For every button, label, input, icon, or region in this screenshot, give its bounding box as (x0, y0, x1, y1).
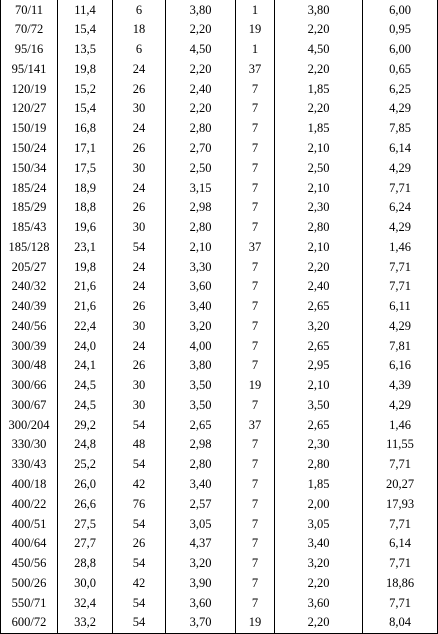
cell-outer-wire-diameter: 4,00 (166, 336, 236, 356)
cell-diameter: 24,8 (58, 435, 113, 455)
cell-diameter: 19,8 (58, 59, 113, 79)
cell-outer-wire-count: 48 (113, 435, 166, 455)
cell-outer-wire-diameter: 3,60 (166, 593, 236, 613)
cell-diameter: 22,4 (58, 316, 113, 336)
table-row (1, 356, 438, 376)
cell-section: 150/34 (1, 158, 58, 178)
cell-ratio: 18,86 (363, 573, 438, 593)
table-row (1, 138, 438, 158)
cell-ratio: 4,29 (363, 217, 438, 237)
cell-outer-wire-count: 30 (113, 395, 166, 415)
cell-outer-wire-diameter: 3,40 (166, 296, 236, 316)
cell-inner-wire-count: 7 (236, 514, 275, 534)
cell-section: 300/67 (1, 395, 58, 415)
cell-section: 400/22 (1, 494, 58, 514)
cell-inner-wire-diameter: 2,65 (275, 415, 363, 435)
table-row (1, 257, 438, 277)
cell-diameter: 24,0 (58, 336, 113, 356)
cell-outer-wire-diameter: 3,80 (166, 0, 236, 20)
table-row (1, 336, 438, 356)
cell-outer-wire-count: 24 (113, 277, 166, 297)
cell-outer-wire-diameter: 2,20 (166, 59, 236, 79)
cell-section: 500/26 (1, 573, 58, 593)
table-row (1, 198, 438, 218)
cell-section: 205/27 (1, 257, 58, 277)
cell-outer-wire-diameter: 2,65 (166, 415, 236, 435)
table-row (1, 395, 438, 415)
cell-section: 70/72 (1, 20, 58, 40)
table-row (1, 534, 438, 554)
cell-ratio: 6,24 (363, 198, 438, 218)
cell-section: 150/24 (1, 138, 58, 158)
cell-diameter: 13,5 (58, 40, 113, 60)
cell-section: 240/39 (1, 296, 58, 316)
cell-inner-wire-diameter: 2,80 (275, 455, 363, 475)
cell-inner-wire-diameter: 2,20 (275, 257, 363, 277)
cell-inner-wire-diameter: 3,20 (275, 316, 363, 336)
cell-diameter: 24,5 (58, 395, 113, 415)
cell-inner-wire-count: 37 (236, 59, 275, 79)
table-row (1, 237, 438, 257)
cell-outer-wire-count: 54 (113, 593, 166, 613)
cell-inner-wire-diameter: 2,10 (275, 138, 363, 158)
cell-section: 330/30 (1, 435, 58, 455)
cell-inner-wire-count: 7 (236, 593, 275, 613)
cell-inner-wire-diameter: 2,10 (275, 178, 363, 198)
cell-outer-wire-diameter: 3,40 (166, 474, 236, 494)
cell-ratio: 7,71 (363, 277, 438, 297)
cell-outer-wire-count: 24 (113, 178, 166, 198)
cell-outer-wire-count: 26 (113, 356, 166, 376)
cell-ratio: 6,25 (363, 79, 438, 99)
cell-section: 330/43 (1, 455, 58, 475)
cell-inner-wire-count: 1 (236, 40, 275, 60)
cell-ratio: 7,71 (363, 514, 438, 534)
cell-section: 300/39 (1, 336, 58, 356)
cell-outer-wire-count: 42 (113, 474, 166, 494)
cell-outer-wire-diameter: 2,57 (166, 494, 236, 514)
cell-inner-wire-count: 7 (236, 158, 275, 178)
cell-inner-wire-diameter: 3,80 (275, 0, 363, 20)
cell-diameter: 27,7 (58, 534, 113, 554)
cell-section: 300/48 (1, 356, 58, 376)
cell-outer-wire-diameter: 2,98 (166, 198, 236, 218)
cell-section: 185/43 (1, 217, 58, 237)
cell-section: 120/19 (1, 79, 58, 99)
cell-section: 400/64 (1, 534, 58, 554)
table-row (1, 316, 438, 336)
cell-diameter: 21,6 (58, 296, 113, 316)
cell-diameter: 24,5 (58, 376, 113, 396)
cell-inner-wire-diameter: 2,20 (275, 59, 363, 79)
cell-inner-wire-diameter: 2,10 (275, 376, 363, 396)
cell-inner-wire-count: 7 (236, 435, 275, 455)
cell-inner-wire-count: 19 (236, 376, 275, 396)
cell-section: 120/27 (1, 99, 58, 119)
cell-ratio: 7,71 (363, 455, 438, 475)
table-row (1, 415, 438, 435)
table-row (1, 435, 438, 455)
cell-inner-wire-count: 7 (236, 534, 275, 554)
cell-outer-wire-count: 42 (113, 573, 166, 593)
cell-inner-wire-count: 7 (236, 553, 275, 573)
cell-outer-wire-diameter: 2,20 (166, 99, 236, 119)
cell-outer-wire-count: 26 (113, 534, 166, 554)
cell-outer-wire-diameter: 3,30 (166, 257, 236, 277)
cell-diameter: 17,1 (58, 138, 113, 158)
cell-outer-wire-count: 6 (113, 0, 166, 20)
cell-outer-wire-count: 24 (113, 119, 166, 139)
cell-outer-wire-diameter: 2,80 (166, 217, 236, 237)
cell-outer-wire-count: 54 (113, 553, 166, 573)
cell-inner-wire-diameter: 3,20 (275, 553, 363, 573)
table-row (1, 20, 438, 40)
cell-inner-wire-diameter: 2,10 (275, 237, 363, 257)
cell-outer-wire-count: 76 (113, 494, 166, 514)
cell-inner-wire-count: 7 (236, 356, 275, 376)
cell-outer-wire-count: 30 (113, 217, 166, 237)
cell-outer-wire-diameter: 2,10 (166, 237, 236, 257)
cell-outer-wire-count: 24 (113, 59, 166, 79)
cell-section: 400/18 (1, 474, 58, 494)
cell-inner-wire-diameter: 1,85 (275, 474, 363, 494)
cell-inner-wire-count: 19 (236, 20, 275, 40)
cell-inner-wire-diameter: 2,30 (275, 435, 363, 455)
cell-ratio: 4,39 (363, 376, 438, 396)
cell-outer-wire-count: 54 (113, 455, 166, 475)
cell-ratio: 1,46 (363, 237, 438, 257)
cell-ratio: 7,81 (363, 336, 438, 356)
cell-diameter: 18,8 (58, 198, 113, 218)
table-row (1, 593, 438, 613)
cell-inner-wire-diameter: 4,50 (275, 40, 363, 60)
cell-ratio: 7,71 (363, 257, 438, 277)
cell-outer-wire-count: 54 (113, 237, 166, 257)
cell-section: 95/141 (1, 59, 58, 79)
cell-inner-wire-count: 7 (236, 138, 275, 158)
cell-inner-wire-diameter: 2,95 (275, 356, 363, 376)
cell-section: 185/128 (1, 237, 58, 257)
cell-outer-wire-count: 54 (113, 415, 166, 435)
cell-ratio: 6,16 (363, 356, 438, 376)
cell-inner-wire-diameter: 2,30 (275, 198, 363, 218)
cell-outer-wire-diameter: 3,20 (166, 316, 236, 336)
cell-outer-wire-diameter: 4,37 (166, 534, 236, 554)
cell-outer-wire-diameter: 2,40 (166, 79, 236, 99)
cell-diameter: 33,2 (58, 613, 113, 633)
cell-ratio: 11,55 (363, 435, 438, 455)
cell-ratio: 8,04 (363, 613, 438, 633)
cell-diameter: 19,6 (58, 217, 113, 237)
cell-section: 240/56 (1, 316, 58, 336)
table-row (1, 178, 438, 198)
table-row (1, 40, 438, 60)
cell-diameter: 15,4 (58, 99, 113, 119)
cell-outer-wire-count: 24 (113, 257, 166, 277)
cell-diameter: 28,8 (58, 553, 113, 573)
cell-outer-wire-count: 26 (113, 79, 166, 99)
cell-outer-wire-diameter: 2,98 (166, 435, 236, 455)
cell-outer-wire-diameter: 3,15 (166, 178, 236, 198)
cell-outer-wire-count: 26 (113, 296, 166, 316)
cell-outer-wire-count: 30 (113, 316, 166, 336)
cell-diameter: 32,4 (58, 593, 113, 613)
cell-inner-wire-diameter: 1,85 (275, 119, 363, 139)
cell-ratio: 0,65 (363, 59, 438, 79)
table-row (1, 99, 438, 119)
cell-outer-wire-diameter: 2,50 (166, 158, 236, 178)
cell-inner-wire-count: 7 (236, 99, 275, 119)
table-row (1, 277, 438, 297)
table-row (1, 376, 438, 396)
cell-outer-wire-count: 6 (113, 40, 166, 60)
table-row (1, 613, 438, 633)
cell-section: 150/19 (1, 119, 58, 139)
table-row (1, 79, 438, 99)
cell-ratio: 17,93 (363, 494, 438, 514)
table-row (1, 296, 438, 316)
cell-inner-wire-count: 7 (236, 277, 275, 297)
cell-inner-wire-count: 7 (236, 119, 275, 139)
cell-inner-wire-count: 7 (236, 455, 275, 475)
cell-diameter: 24,1 (58, 356, 113, 376)
cell-diameter: 23,1 (58, 237, 113, 257)
cell-inner-wire-diameter: 2,20 (275, 20, 363, 40)
cell-ratio: 7,71 (363, 593, 438, 613)
table-row (1, 514, 438, 534)
table-row (1, 0, 438, 20)
cell-section: 300/66 (1, 376, 58, 396)
cell-outer-wire-count: 18 (113, 20, 166, 40)
cell-ratio: 4,29 (363, 395, 438, 415)
cell-inner-wire-count: 7 (236, 494, 275, 514)
cell-diameter: 17,5 (58, 158, 113, 178)
cell-inner-wire-diameter: 2,20 (275, 99, 363, 119)
cell-diameter: 25,2 (58, 455, 113, 475)
table-body (1, 0, 438, 633)
cell-inner-wire-count: 37 (236, 237, 275, 257)
cell-ratio: 7,71 (363, 178, 438, 198)
cell-inner-wire-count: 7 (236, 395, 275, 415)
cell-inner-wire-diameter: 3,50 (275, 395, 363, 415)
cell-diameter: 27,5 (58, 514, 113, 534)
cell-outer-wire-diameter: 2,80 (166, 119, 236, 139)
cell-diameter: 26,0 (58, 474, 113, 494)
cell-diameter: 15,2 (58, 79, 113, 99)
cell-inner-wire-diameter: 2,20 (275, 613, 363, 633)
cell-ratio: 7,71 (363, 553, 438, 573)
cell-section: 400/51 (1, 514, 58, 534)
cell-section: 550/71 (1, 593, 58, 613)
cell-inner-wire-count: 7 (236, 336, 275, 356)
cell-inner-wire-count: 7 (236, 573, 275, 593)
cell-inner-wire-count: 7 (236, 217, 275, 237)
cell-outer-wire-diameter: 2,80 (166, 455, 236, 475)
cell-section: 300/204 (1, 415, 58, 435)
cell-inner-wire-diameter: 3,05 (275, 514, 363, 534)
cell-diameter: 21,6 (58, 277, 113, 297)
table-row (1, 217, 438, 237)
cell-inner-wire-count: 7 (236, 257, 275, 277)
cell-outer-wire-count: 26 (113, 138, 166, 158)
cell-inner-wire-count: 7 (236, 79, 275, 99)
cell-inner-wire-count: 1 (236, 0, 275, 20)
cell-inner-wire-count: 37 (236, 415, 275, 435)
cell-ratio: 6,14 (363, 534, 438, 554)
cell-inner-wire-diameter: 3,60 (275, 593, 363, 613)
cell-outer-wire-count: 54 (113, 514, 166, 534)
cell-inner-wire-count: 7 (236, 474, 275, 494)
cell-inner-wire-diameter: 2,65 (275, 336, 363, 356)
cell-diameter: 18,9 (58, 178, 113, 198)
cell-outer-wire-count: 24 (113, 336, 166, 356)
cell-inner-wire-diameter: 2,80 (275, 217, 363, 237)
cell-outer-wire-diameter: 3,70 (166, 613, 236, 633)
cell-ratio: 20,27 (363, 474, 438, 494)
cell-ratio: 6,00 (363, 40, 438, 60)
cell-outer-wire-diameter: 3,90 (166, 573, 236, 593)
cell-outer-wire-diameter: 2,20 (166, 20, 236, 40)
cell-outer-wire-diameter: 4,50 (166, 40, 236, 60)
cell-inner-wire-diameter: 1,85 (275, 79, 363, 99)
cell-ratio: 0,95 (363, 20, 438, 40)
cell-ratio: 4,29 (363, 99, 438, 119)
cell-outer-wire-count: 54 (113, 613, 166, 633)
cell-inner-wire-diameter: 2,65 (275, 296, 363, 316)
table-row (1, 553, 438, 573)
table-row (1, 158, 438, 178)
table-row (1, 119, 438, 139)
cell-diameter: 29,2 (58, 415, 113, 435)
cell-outer-wire-diameter: 2,70 (166, 138, 236, 158)
cell-outer-wire-diameter: 3,50 (166, 395, 236, 415)
cell-section: 185/24 (1, 178, 58, 198)
cell-diameter: 15,4 (58, 20, 113, 40)
cell-ratio: 7,85 (363, 119, 438, 139)
cell-diameter: 30,0 (58, 573, 113, 593)
cell-outer-wire-count: 30 (113, 158, 166, 178)
cell-diameter: 11,4 (58, 0, 113, 20)
cell-outer-wire-diameter: 3,20 (166, 553, 236, 573)
cell-diameter: 19,8 (58, 257, 113, 277)
cell-inner-wire-count: 7 (236, 296, 275, 316)
cell-outer-wire-diameter: 3,05 (166, 514, 236, 534)
cell-inner-wire-diameter: 2,20 (275, 573, 363, 593)
cell-inner-wire-count: 7 (236, 178, 275, 198)
cell-inner-wire-count: 7 (236, 198, 275, 218)
table-row (1, 494, 438, 514)
cell-diameter: 26,6 (58, 494, 113, 514)
cell-inner-wire-diameter: 3,40 (275, 534, 363, 554)
cell-section: 600/72 (1, 613, 58, 633)
cell-ratio: 6,14 (363, 138, 438, 158)
cell-diameter: 16,8 (58, 119, 113, 139)
cell-ratio: 6,11 (363, 296, 438, 316)
cell-inner-wire-diameter: 2,40 (275, 277, 363, 297)
cell-outer-wire-count: 26 (113, 198, 166, 218)
cell-ratio: 4,29 (363, 158, 438, 178)
cell-outer-wire-diameter: 3,50 (166, 376, 236, 396)
cell-outer-wire-count: 30 (113, 99, 166, 119)
table-row (1, 59, 438, 79)
cell-ratio: 6,00 (363, 0, 438, 20)
cell-section: 240/32 (1, 277, 58, 297)
cell-inner-wire-diameter: 2,00 (275, 494, 363, 514)
cell-outer-wire-count: 30 (113, 376, 166, 396)
cell-outer-wire-diameter: 3,80 (166, 356, 236, 376)
table-row (1, 573, 438, 593)
cell-section: 450/56 (1, 553, 58, 573)
cell-ratio: 4,29 (363, 316, 438, 336)
cell-inner-wire-count: 7 (236, 316, 275, 336)
cell-section: 95/16 (1, 40, 58, 60)
cell-inner-wire-diameter: 2,50 (275, 158, 363, 178)
cell-section: 185/29 (1, 198, 58, 218)
cell-ratio: 1,46 (363, 415, 438, 435)
cell-outer-wire-diameter: 3,60 (166, 277, 236, 297)
table-row (1, 455, 438, 475)
cell-inner-wire-count: 19 (236, 613, 275, 633)
cell-section: 70/11 (1, 0, 58, 20)
table-row (1, 474, 438, 494)
